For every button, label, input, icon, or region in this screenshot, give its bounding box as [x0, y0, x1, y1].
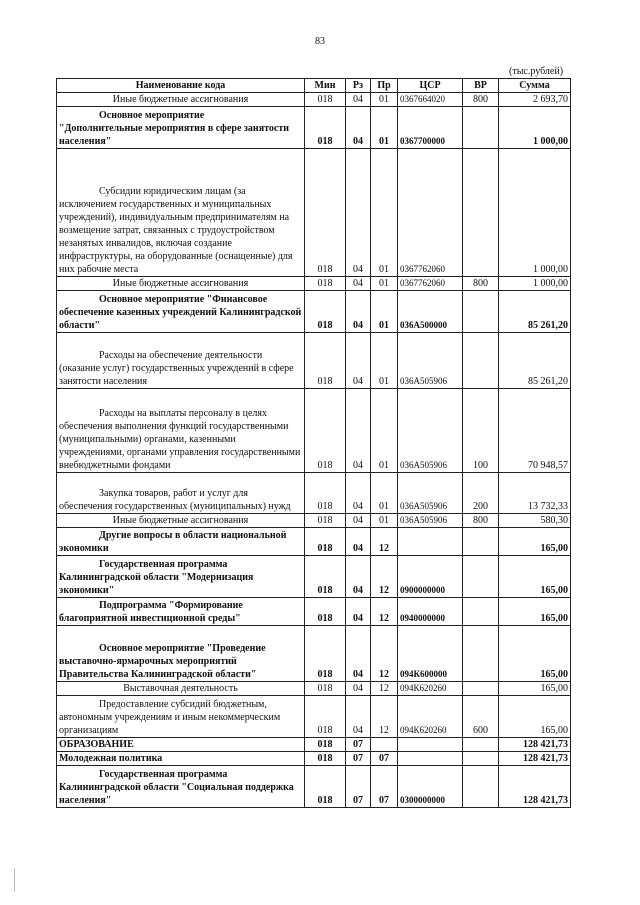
- row-name: Основное мероприятие "Проведение выставочно-ярмарочных мероприятий Правительства Калининградской области": [57, 626, 305, 682]
- row-name: Субсидии юридическим лицам (за исключением государственных и муниципальных учреждений), индивидуальным предпринимателям на возмещение затрат, связанных с трудоустройством незанятых инвалидов, включая создание инфраструктуры, на оборудованные (оснащенные) для них рабочие места: [57, 149, 305, 277]
- row-name: Иные бюджетные ассигнования: [57, 93, 305, 107]
- header-pr: Пр: [371, 79, 398, 93]
- table-row: [57, 149, 571, 277]
- row-min: 018: [305, 556, 346, 598]
- row-pr: 01: [371, 277, 398, 291]
- row-pr: 01: [371, 93, 398, 107]
- row-vr: [463, 556, 499, 598]
- row-pr: 07: [371, 752, 398, 766]
- row-sum: 128 421,73: [499, 766, 571, 808]
- row-name: Иные бюджетные ассигнования: [57, 277, 305, 291]
- table-row: [57, 752, 571, 766]
- row-vr: [463, 738, 499, 752]
- row-csr: 0367762060: [398, 149, 463, 277]
- table-row: [57, 682, 571, 696]
- row-vr: 800: [463, 277, 499, 291]
- header-csr: ЦСР: [398, 79, 463, 93]
- row-rz: 04: [346, 556, 371, 598]
- row-sum: 128 421,73: [499, 738, 571, 752]
- row-name: Другие вопросы в области национальной экономики: [57, 528, 305, 556]
- row-sum: 85 261,20: [499, 291, 571, 333]
- row-sum: 1 000,00: [499, 277, 571, 291]
- table-row: [57, 93, 571, 107]
- table-row: [57, 528, 571, 556]
- page-number: 83: [315, 36, 325, 47]
- row-vr: [463, 626, 499, 682]
- row-name: Основное мероприятие "Дополнительные мероприятия в сфере занятости населения": [57, 107, 305, 149]
- header-min: Мин: [305, 79, 346, 93]
- table-row: [57, 598, 571, 626]
- row-rz: 04: [346, 107, 371, 149]
- row-csr: 036А505906: [398, 473, 463, 514]
- row-rz: 04: [346, 291, 371, 333]
- table-header-row: [57, 79, 571, 93]
- row-rz: 04: [346, 473, 371, 514]
- row-rz: 07: [346, 752, 371, 766]
- row-csr: 094К600000: [398, 626, 463, 682]
- row-name: Закупка товаров, работ и услуг для обеспечения государственных (муниципальных) нужд: [57, 473, 305, 514]
- table-row: [57, 514, 571, 528]
- row-name: Молодежная политика: [57, 752, 305, 766]
- table-row: [57, 696, 571, 738]
- table-row: [57, 626, 571, 682]
- row-sum: 165,00: [499, 528, 571, 556]
- row-min: 018: [305, 626, 346, 682]
- row-sum: 70 948,57: [499, 389, 571, 473]
- row-vr: 800: [463, 514, 499, 528]
- row-min: 018: [305, 766, 346, 808]
- row-rz: 04: [346, 389, 371, 473]
- row-rz: 04: [346, 333, 371, 389]
- row-pr: 12: [371, 682, 398, 696]
- row-pr: 01: [371, 473, 398, 514]
- row-min: 018: [305, 682, 346, 696]
- row-vr: [463, 291, 499, 333]
- row-min: 018: [305, 277, 346, 291]
- header-name: Наименование кода: [57, 79, 305, 93]
- table-row: [57, 556, 571, 598]
- row-vr: 800: [463, 93, 499, 107]
- row-csr: 036А505906: [398, 514, 463, 528]
- row-name: Государственная программа Калининградской области "Социальная поддержка населения": [57, 766, 305, 808]
- row-vr: [463, 682, 499, 696]
- row-min: 018: [305, 107, 346, 149]
- row-pr: 12: [371, 696, 398, 738]
- row-sum: 165,00: [499, 598, 571, 626]
- table-row: [57, 107, 571, 149]
- row-name: Расходы на выплаты персоналу в целях обеспечения выполнения функций государственными (муниципальными) органами, казенными учреждениями, органами управления государственными внебюджетными фондами: [57, 389, 305, 473]
- scan-edge-mark: [14, 868, 15, 892]
- row-name: Предоставление субсидий бюджетным, автономным учреждениям и иным некоммерческим организациям: [57, 696, 305, 738]
- row-sum: 128 421,73: [499, 752, 571, 766]
- row-pr: 01: [371, 107, 398, 149]
- row-vr: [463, 766, 499, 808]
- row-min: 018: [305, 333, 346, 389]
- header-vr: ВР: [463, 79, 499, 93]
- row-rz: 04: [346, 93, 371, 107]
- table-row: [57, 389, 571, 473]
- table-row: [57, 291, 571, 333]
- row-sum: 580,30: [499, 514, 571, 528]
- row-min: 018: [305, 291, 346, 333]
- row-pr: 01: [371, 333, 398, 389]
- row-csr: 0367664020: [398, 93, 463, 107]
- row-name: Основное мероприятие "Финансовое обеспечение казенных учреждений Калининградской области": [57, 291, 305, 333]
- units-label: (тыс.рублей): [509, 66, 564, 77]
- table-row: [57, 766, 571, 808]
- row-sum: 1 000,00: [499, 149, 571, 277]
- row-min: 018: [305, 696, 346, 738]
- table-row: [57, 277, 571, 291]
- row-sum: 13 732,33: [499, 473, 571, 514]
- row-csr: [398, 752, 463, 766]
- row-csr: 0940000000: [398, 598, 463, 626]
- row-rz: 04: [346, 149, 371, 277]
- row-csr: 036А505906: [398, 333, 463, 389]
- row-min: 018: [305, 528, 346, 556]
- row-rz: 04: [346, 598, 371, 626]
- row-pr: 12: [371, 626, 398, 682]
- row-pr: 01: [371, 514, 398, 528]
- row-sum: 85 261,20: [499, 333, 571, 389]
- header-sum: Сумма: [499, 79, 571, 93]
- row-sum: 165,00: [499, 696, 571, 738]
- row-name: Иные бюджетные ассигнования: [57, 514, 305, 528]
- row-min: 018: [305, 598, 346, 626]
- row-csr: 094К620260: [398, 682, 463, 696]
- row-csr: 094К620260: [398, 696, 463, 738]
- row-rz: 04: [346, 682, 371, 696]
- row-csr: 0367762060: [398, 277, 463, 291]
- row-pr: 01: [371, 149, 398, 277]
- table-body: [57, 93, 571, 808]
- row-pr: [371, 738, 398, 752]
- row-vr: 100: [463, 389, 499, 473]
- row-pr: 01: [371, 291, 398, 333]
- row-vr: [463, 107, 499, 149]
- row-vr: [463, 333, 499, 389]
- row-vr: [463, 752, 499, 766]
- row-min: 018: [305, 149, 346, 277]
- row-pr: 12: [371, 528, 398, 556]
- row-pr: 12: [371, 598, 398, 626]
- row-pr: 12: [371, 556, 398, 598]
- row-sum: 1 000,00: [499, 107, 571, 149]
- row-name: Расходы на обеспечение деятельности (оказание услуг) государственных учреждений в сфере занятости населения: [57, 333, 305, 389]
- header-rz: Рз: [346, 79, 371, 93]
- row-rz: 04: [346, 514, 371, 528]
- row-sum: 165,00: [499, 626, 571, 682]
- table-row: [57, 333, 571, 389]
- row-min: 018: [305, 93, 346, 107]
- row-rz: 04: [346, 696, 371, 738]
- row-sum: 165,00: [499, 556, 571, 598]
- row-vr: 600: [463, 696, 499, 738]
- row-min: 018: [305, 752, 346, 766]
- row-name: Подпрограмма "Формирование благоприятной инвестиционной среды": [57, 598, 305, 626]
- table-row: [57, 473, 571, 514]
- row-csr: [398, 738, 463, 752]
- row-sum: 165,00: [499, 682, 571, 696]
- row-vr: 200: [463, 473, 499, 514]
- row-rz: 04: [346, 626, 371, 682]
- row-vr: [463, 149, 499, 277]
- row-min: 018: [305, 473, 346, 514]
- row-pr: 01: [371, 389, 398, 473]
- row-csr: 0900000000: [398, 556, 463, 598]
- row-min: 018: [305, 514, 346, 528]
- row-rz: 04: [346, 528, 371, 556]
- row-rz: 07: [346, 738, 371, 752]
- row-name: ОБРАЗОВАНИЕ: [57, 738, 305, 752]
- row-rz: 07: [346, 766, 371, 808]
- budget-table: [56, 78, 571, 808]
- row-csr: 0300000000: [398, 766, 463, 808]
- row-csr: 036А500000: [398, 291, 463, 333]
- row-name: Выставочная деятельность: [57, 682, 305, 696]
- row-csr: 0367700000: [398, 107, 463, 149]
- row-csr: 036А505906: [398, 389, 463, 473]
- row-vr: [463, 598, 499, 626]
- row-sum: 2 693,70: [499, 93, 571, 107]
- row-min: 018: [305, 389, 346, 473]
- row-vr: [463, 528, 499, 556]
- row-pr: 07: [371, 766, 398, 808]
- row-csr: [398, 528, 463, 556]
- table-row: [57, 738, 571, 752]
- row-name: Государственная программа Калининградской области "Модернизация экономики": [57, 556, 305, 598]
- row-rz: 04: [346, 277, 371, 291]
- row-min: 018: [305, 738, 346, 752]
